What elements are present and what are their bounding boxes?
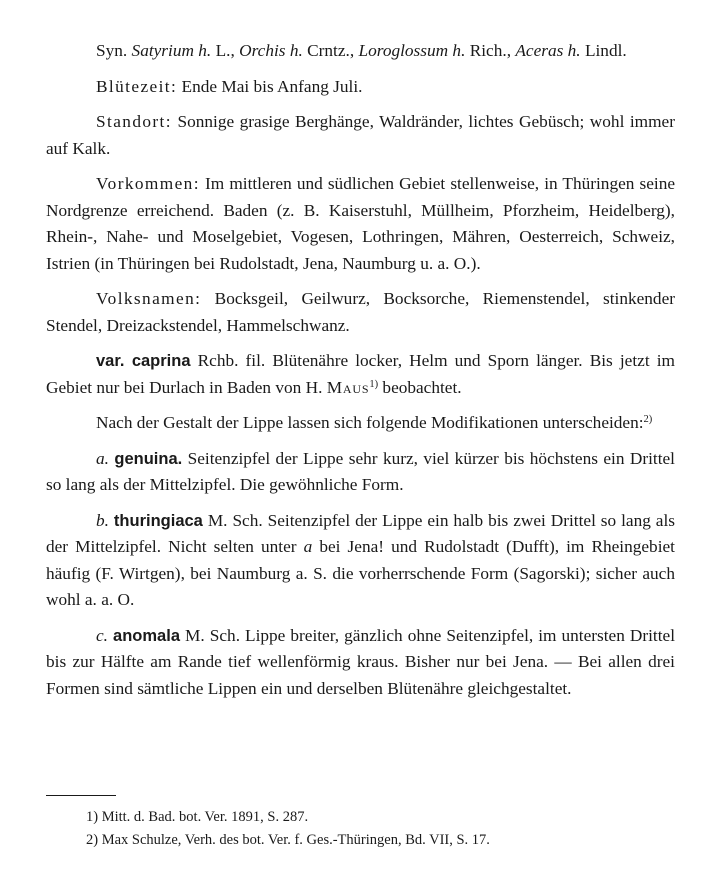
person-maus: Maus (326, 377, 370, 397)
thuringiaca-ref: a (303, 537, 313, 556)
volksnamen-label: Volksnamen: (96, 289, 202, 308)
genuina-text: Seitenzipfel der Lippe sehr kurz, viel kürzer bis höchstens ein Drittel so lang als der Mittelzipfel. Die gewöhnliche Form. (46, 448, 675, 494)
modifications-intro-paragraph (46, 410, 675, 437)
var-caprina-text: Rchb. fil. Blütenähre locker, Helm und Sporn länger. Bis jetzt im Gebiet nur bei Durlach in Baden von H. (46, 351, 675, 397)
anomala-name: anomala (113, 626, 180, 645)
standort-label: Standort: (96, 112, 172, 131)
author-lindl: Lindl. (584, 41, 627, 60)
footnote-ref-1: 1) (369, 378, 379, 390)
var-caprina-paragraph (46, 348, 675, 401)
anomala-paragraph (46, 623, 675, 703)
footnote-1: 1) Mitt. d. Bad. bot. Ver. 1891, S. 287. (86, 809, 309, 825)
bluetezeit-paragraph (46, 74, 675, 101)
thuringiaca-text: M. Sch. Seitenzipfel der Lippe ein halb bis zwei Drittel so lang als der Mittelzipfel. Nicht selten unter (46, 510, 676, 556)
var-caprina-text-end: beobachtet. (382, 377, 462, 397)
vorkommen-paragraph (46, 171, 675, 277)
author-l: L., (215, 41, 235, 60)
synonym-loroglossum: Loroglossum h. (358, 41, 466, 60)
author-rich: Rich., (469, 41, 512, 60)
thuringiaca-text-end: bei Jena! und Rudolstadt (Dufft), im Rheingebiet häufig (F. Wirtgen), bei Naumburg a. S. die vorherrschende Form (Sagorski); sicher auch wohl a. a. O. (46, 537, 675, 609)
vorkommen-label: Vorkommen: (96, 174, 200, 193)
thuringiaca-name: thuringiaca (113, 511, 203, 530)
var-caprina-name: var. caprina (96, 352, 191, 370)
author-crntz: Crntz., (307, 41, 355, 60)
bluetezeit-label: Blütezeit: (96, 76, 178, 96)
thuringiaca-letter: b. (96, 510, 109, 530)
genuina-name: genuina. (114, 449, 183, 468)
thuringiaca-paragraph (46, 508, 675, 614)
volksnamen-text: Bocksgeil, Geilwurz, Bocksorche, Riemenstendel, stinkender Stendel, Dreizackstendel, Hammelschwanz. (46, 289, 675, 335)
footnote-2: 2) Max Schulze, Verh. des bot. Ver. f. Ges.-Thüringen, Bd. VII, S. 17. (86, 832, 490, 848)
anomala-text: M. Sch. Lippe breiter, gänzlich ohne Seitenzipfel, im untersten Drittel bis zur Hälfte am Rande tief wellenförmig kraus. Bisher nur bei Jena. — Bei allen drei Formen sind sämtliche Lippen ein und derselben Blütenähre gleichgestaltet. (46, 625, 675, 698)
anomala-letter: c. (96, 625, 108, 645)
vorkommen-text: Im mittleren und südlichen Gebiet stellenweise, in Thüringen seine Nordgrenze erreichend. Baden (z. B. Kaiserstuhl, Müllheim, Pforzheim, Heidelberg), Rhein-, Nahe- und Moselgebiet, Vogesen, Lothringen, Mähren, Oesterreich, Schweiz, Istrien (in Thüringen bei Rudolstadt, Jena, Naumburg u. a. O.). (46, 174, 675, 273)
synonym-aceras: Aceras h. (515, 41, 581, 60)
footnote-divider (46, 795, 116, 796)
volksnamen-paragraph (46, 286, 675, 339)
standort-paragraph (46, 109, 675, 162)
modifications-intro-text: Nach der Gestalt der Lippe lassen sich folgende Modifikationen unterscheiden: (96, 413, 644, 432)
footnote-ref-2: 2) (643, 414, 653, 425)
genuina-letter: a. (96, 448, 109, 468)
genuina-paragraph (46, 446, 675, 499)
footnotes (86, 806, 675, 852)
synonym-satyrium: Satyrium h. (131, 41, 212, 60)
standort-text: Sonnige grasige Berghänge, Waldränder, lichtes Gebüsch; wohl immer auf Kalk. (46, 112, 675, 158)
synonym-orchis: Orchis h. (239, 41, 303, 60)
syn-label: Syn. (96, 41, 128, 60)
synonyms-paragraph (46, 38, 675, 65)
bluetezeit-text: Ende Mai bis Anfang Juli. (181, 76, 363, 96)
